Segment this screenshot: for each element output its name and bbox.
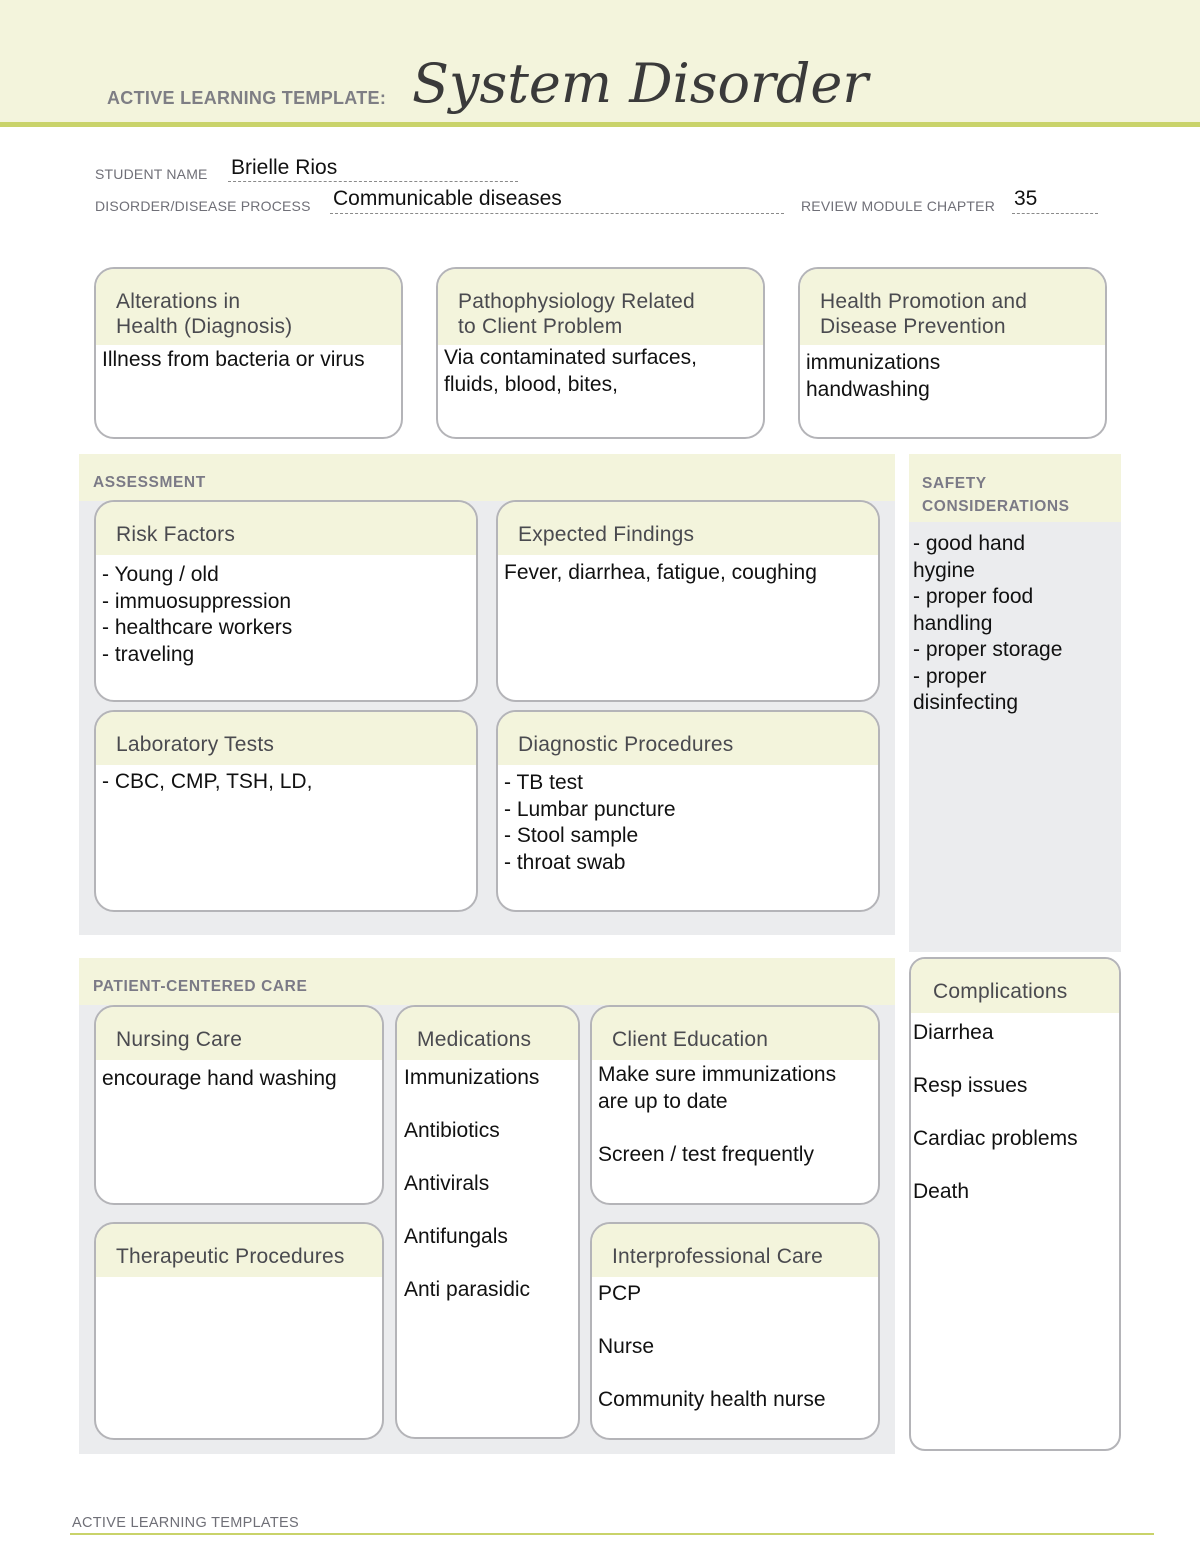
complications-box [909, 957, 1121, 1451]
medications-title: Medications [397, 1007, 578, 1060]
therapeutic-procedures-title: Therapeutic Procedures [96, 1224, 382, 1277]
student-name-field[interactable]: Brielle Rios [231, 156, 338, 179]
client-education-field[interactable]: Make sure immunizations are up to date Screen / test frequently [598, 1063, 837, 1166]
laboratory-tests-field[interactable]: - CBC, CMP, TSH, LD, [102, 770, 313, 793]
therapeutic-procedures-field[interactable] [96, 1277, 382, 1285]
health-promotion-box [798, 267, 1107, 439]
client-education-box [590, 1005, 880, 1205]
disorder-field[interactable]: Communicable diseases [333, 187, 562, 210]
expected-findings-field[interactable]: Fever, diarrhea, fatigue, coughing [504, 561, 817, 584]
nursing-care-title: Nursing Care [96, 1007, 382, 1060]
medications-field[interactable]: Immunizations Antibiotics Antivirals Antifungals Anti parasidic [404, 1066, 540, 1301]
pathophysiology-title: Pathophysiology Related to Client Problem [438, 269, 763, 345]
client-education-title: Client Education [592, 1007, 878, 1060]
nursing-care-field[interactable]: encourage hand washing [102, 1067, 337, 1090]
laboratory-tests-box [94, 710, 478, 912]
student-name-label: STUDENT NAME [95, 166, 208, 182]
alterations-title: Alterations in Health (Diagnosis) [96, 269, 401, 345]
template-label: ACTIVE LEARNING TEMPLATE: [107, 88, 387, 108]
template-title: System Disorder [412, 52, 869, 115]
student-name-line [228, 181, 518, 182]
chapter-label: REVIEW MODULE CHAPTER [801, 198, 995, 214]
complications-field[interactable]: Diarrhea Resp issues Cardiac problems Death [913, 1021, 1078, 1203]
disorder-line [330, 213, 784, 214]
diagnostic-procedures-box [496, 710, 880, 912]
nursing-care-box [94, 1005, 384, 1205]
diagnostic-procedures-title: Diagnostic Procedures [498, 712, 878, 765]
risk-factors-field[interactable]: - Young / old - immuosuppression - healthcare workers - traveling [102, 563, 293, 666]
health-promotion-title: Health Promotion and Disease Prevention [800, 269, 1105, 345]
chapter-line [1012, 213, 1098, 214]
diagnostic-procedures-field[interactable]: - TB test - Lumbar puncture - Stool sample - throat swab [504, 771, 676, 874]
disorder-label: DISORDER/DISEASE PROCESS [95, 198, 311, 214]
therapeutic-procedures-box [94, 1222, 384, 1440]
expected-findings-box [496, 500, 880, 702]
footer-label: ACTIVE LEARNING TEMPLATES [72, 1515, 299, 1531]
complications-title: Complications [911, 959, 1119, 1013]
alterations-box [94, 267, 403, 439]
chapter-field[interactable]: 35 [1014, 187, 1038, 210]
safety-field[interactable]: - good hand hygine - proper food handling - proper storage - proper disinfecting [913, 532, 1063, 714]
safety-title: SAFETY CONSIDERATIONS [922, 475, 1070, 515]
interprofessional-care-field[interactable]: PCP Nurse Community health nurse [598, 1282, 826, 1411]
interprofessional-care-box [590, 1222, 880, 1440]
interprofessional-care-title: Interprofessional Care [592, 1224, 878, 1277]
health-promotion-field[interactable]: immunizations handwashing [806, 351, 941, 401]
header-rule [0, 122, 1200, 127]
footer-rule [70, 1533, 1154, 1535]
risk-factors-box [94, 500, 478, 702]
safety-panel [909, 454, 1121, 952]
assessment-title: ASSESSMENT [93, 474, 206, 491]
medications-box [395, 1005, 580, 1439]
risk-factors-title: Risk Factors [96, 502, 476, 555]
expected-findings-title: Expected Findings [498, 502, 878, 555]
pathophysiology-field[interactable]: Via contaminated surfaces, fluids, blood, bites, [444, 346, 697, 396]
alterations-field[interactable]: Illness from bacteria or virus [102, 348, 365, 371]
pathophysiology-box [436, 267, 765, 439]
patient-care-title: PATIENT-CENTERED CARE [93, 978, 308, 995]
laboratory-tests-title: Laboratory Tests [96, 712, 476, 765]
